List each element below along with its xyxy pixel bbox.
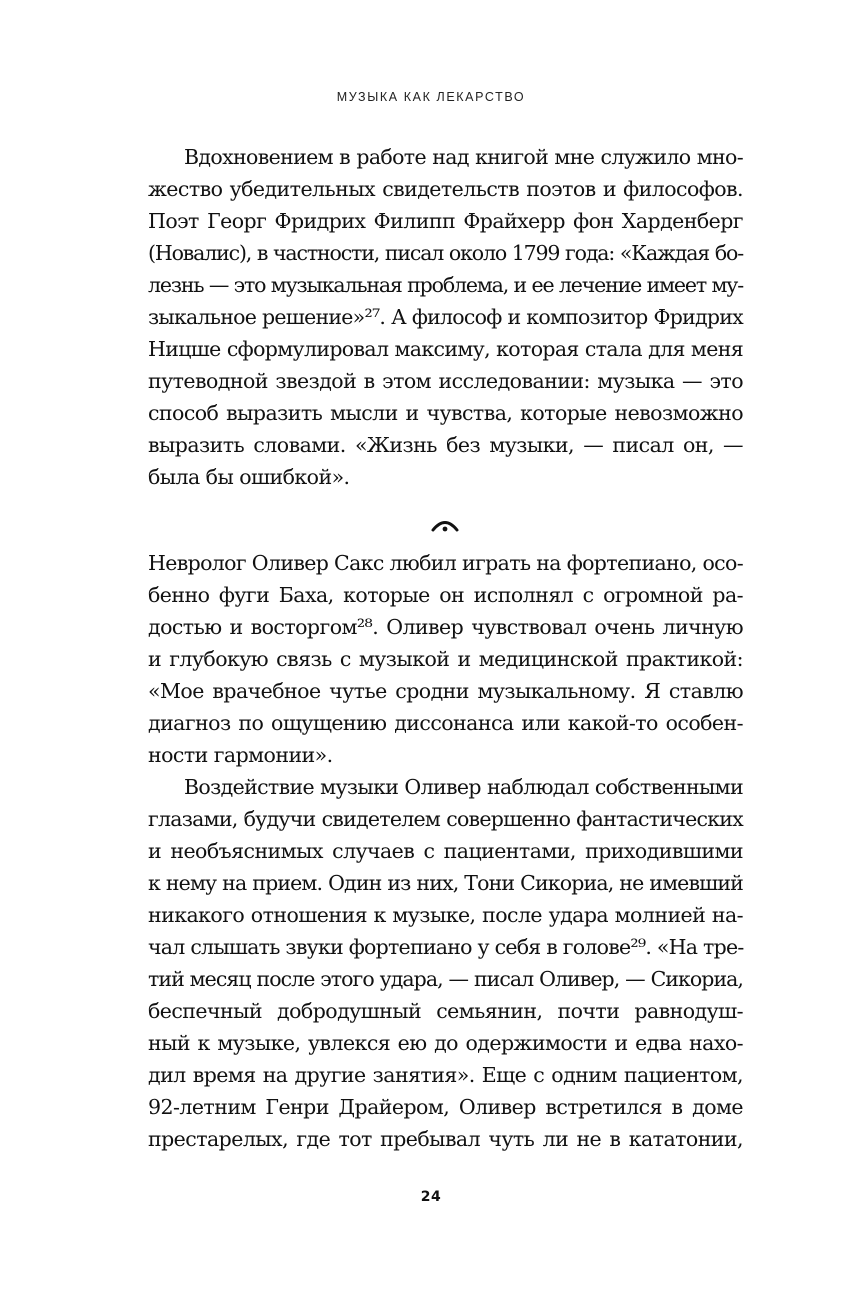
text-line: лезнь — это музыкальная проблема, и ее лечение имеет му-: [148, 273, 743, 297]
text-line: диагноз по ощущению диссонанса или какой-то особен-: [148, 711, 743, 735]
text-line: никакого отношения к музыке, после удара молнией на-: [148, 903, 743, 927]
text-line: (Новалис), в частности, писал около 1799 года: «Каждая бо-: [148, 241, 743, 265]
text-line: престарелых, где тот пребывал чуть ли не в кататонии,: [148, 1127, 743, 1151]
text-line: зыкальное решение»²⁷. А философ и композитор Фридрих: [148, 305, 743, 329]
text-line: Ницше сформулировал максиму, которая стала для меня: [148, 337, 743, 361]
text-line: «Мое врачебное чутье сродни музыкальному. Я ставлю: [148, 679, 743, 703]
text-line: Поэт Георг Фридрих Филипп Фрайхерр фон Харденберг: [148, 209, 743, 233]
running-head: МУЗЫКА КАК ЛЕКАРСТВО: [336, 90, 526, 104]
text-line: Воздействие музыки Оливер наблюдал собственными: [184, 775, 743, 799]
paragraph-1: [148, 141, 743, 493]
text-line: выразить словами. «Жизнь без музыки, — писал он, —: [148, 433, 743, 457]
text-line: дил время на другие занятия». Еще с одним пациентом,: [148, 1063, 743, 1087]
page-number: 24: [420, 1189, 442, 1205]
fermata-ornament-icon: [429, 513, 461, 535]
text-line: ности гармонии».: [148, 743, 333, 767]
text-line: чал слышать звуки фортепиано у себя в голове²⁹. «На тре-: [148, 935, 744, 959]
text-line: жество убедительных свидетельств поэтов и философов.: [148, 177, 743, 201]
paragraph-3: [148, 771, 743, 1155]
text-line: и необъяснимых случаев с пациентами, приходившими: [148, 839, 743, 863]
text-line: и глубокую связь с музыкой и медицинской практикой:: [148, 647, 743, 671]
text-line: способ выразить мысли и чувства, которые невозможно: [148, 401, 743, 425]
text-line: была бы ошибкой».: [148, 465, 350, 489]
text-line: тий месяц после этого удара, — писал Оливер, — Сикориа,: [148, 967, 743, 991]
paragraph-2-and-3: [148, 547, 743, 1155]
paragraph-2: [148, 547, 743, 771]
text-line: бенно фуги Баха, которые он исполнял с огромной ра-: [148, 583, 743, 607]
text-line: Невролог Оливер Сакс любил играть на фортепиано, осо-: [148, 551, 743, 575]
text-line: беспечный добродушный семьянин, почти равнодуш-: [148, 999, 743, 1023]
text-line: достью и восторгом²⁸. Оливер чувствовал очень личную: [148, 615, 743, 639]
text-line: глазами, будучи свидетелем совершенно фантастических: [148, 807, 743, 831]
text-line: ный к музыке, увлекся ею до одержимости и едва нахо-: [148, 1031, 743, 1055]
text-line: 92-летним Генри Драйером, Оливер встретился в доме: [148, 1095, 743, 1119]
text-line: к нему на прием. Один из них, Тони Сикориа, не имевший: [148, 871, 743, 895]
text-line: путеводной звездой в этом исследовании: музыка — это: [148, 369, 743, 393]
text-line: Вдохновением в работе над книгой мне служило мно-: [184, 145, 743, 169]
